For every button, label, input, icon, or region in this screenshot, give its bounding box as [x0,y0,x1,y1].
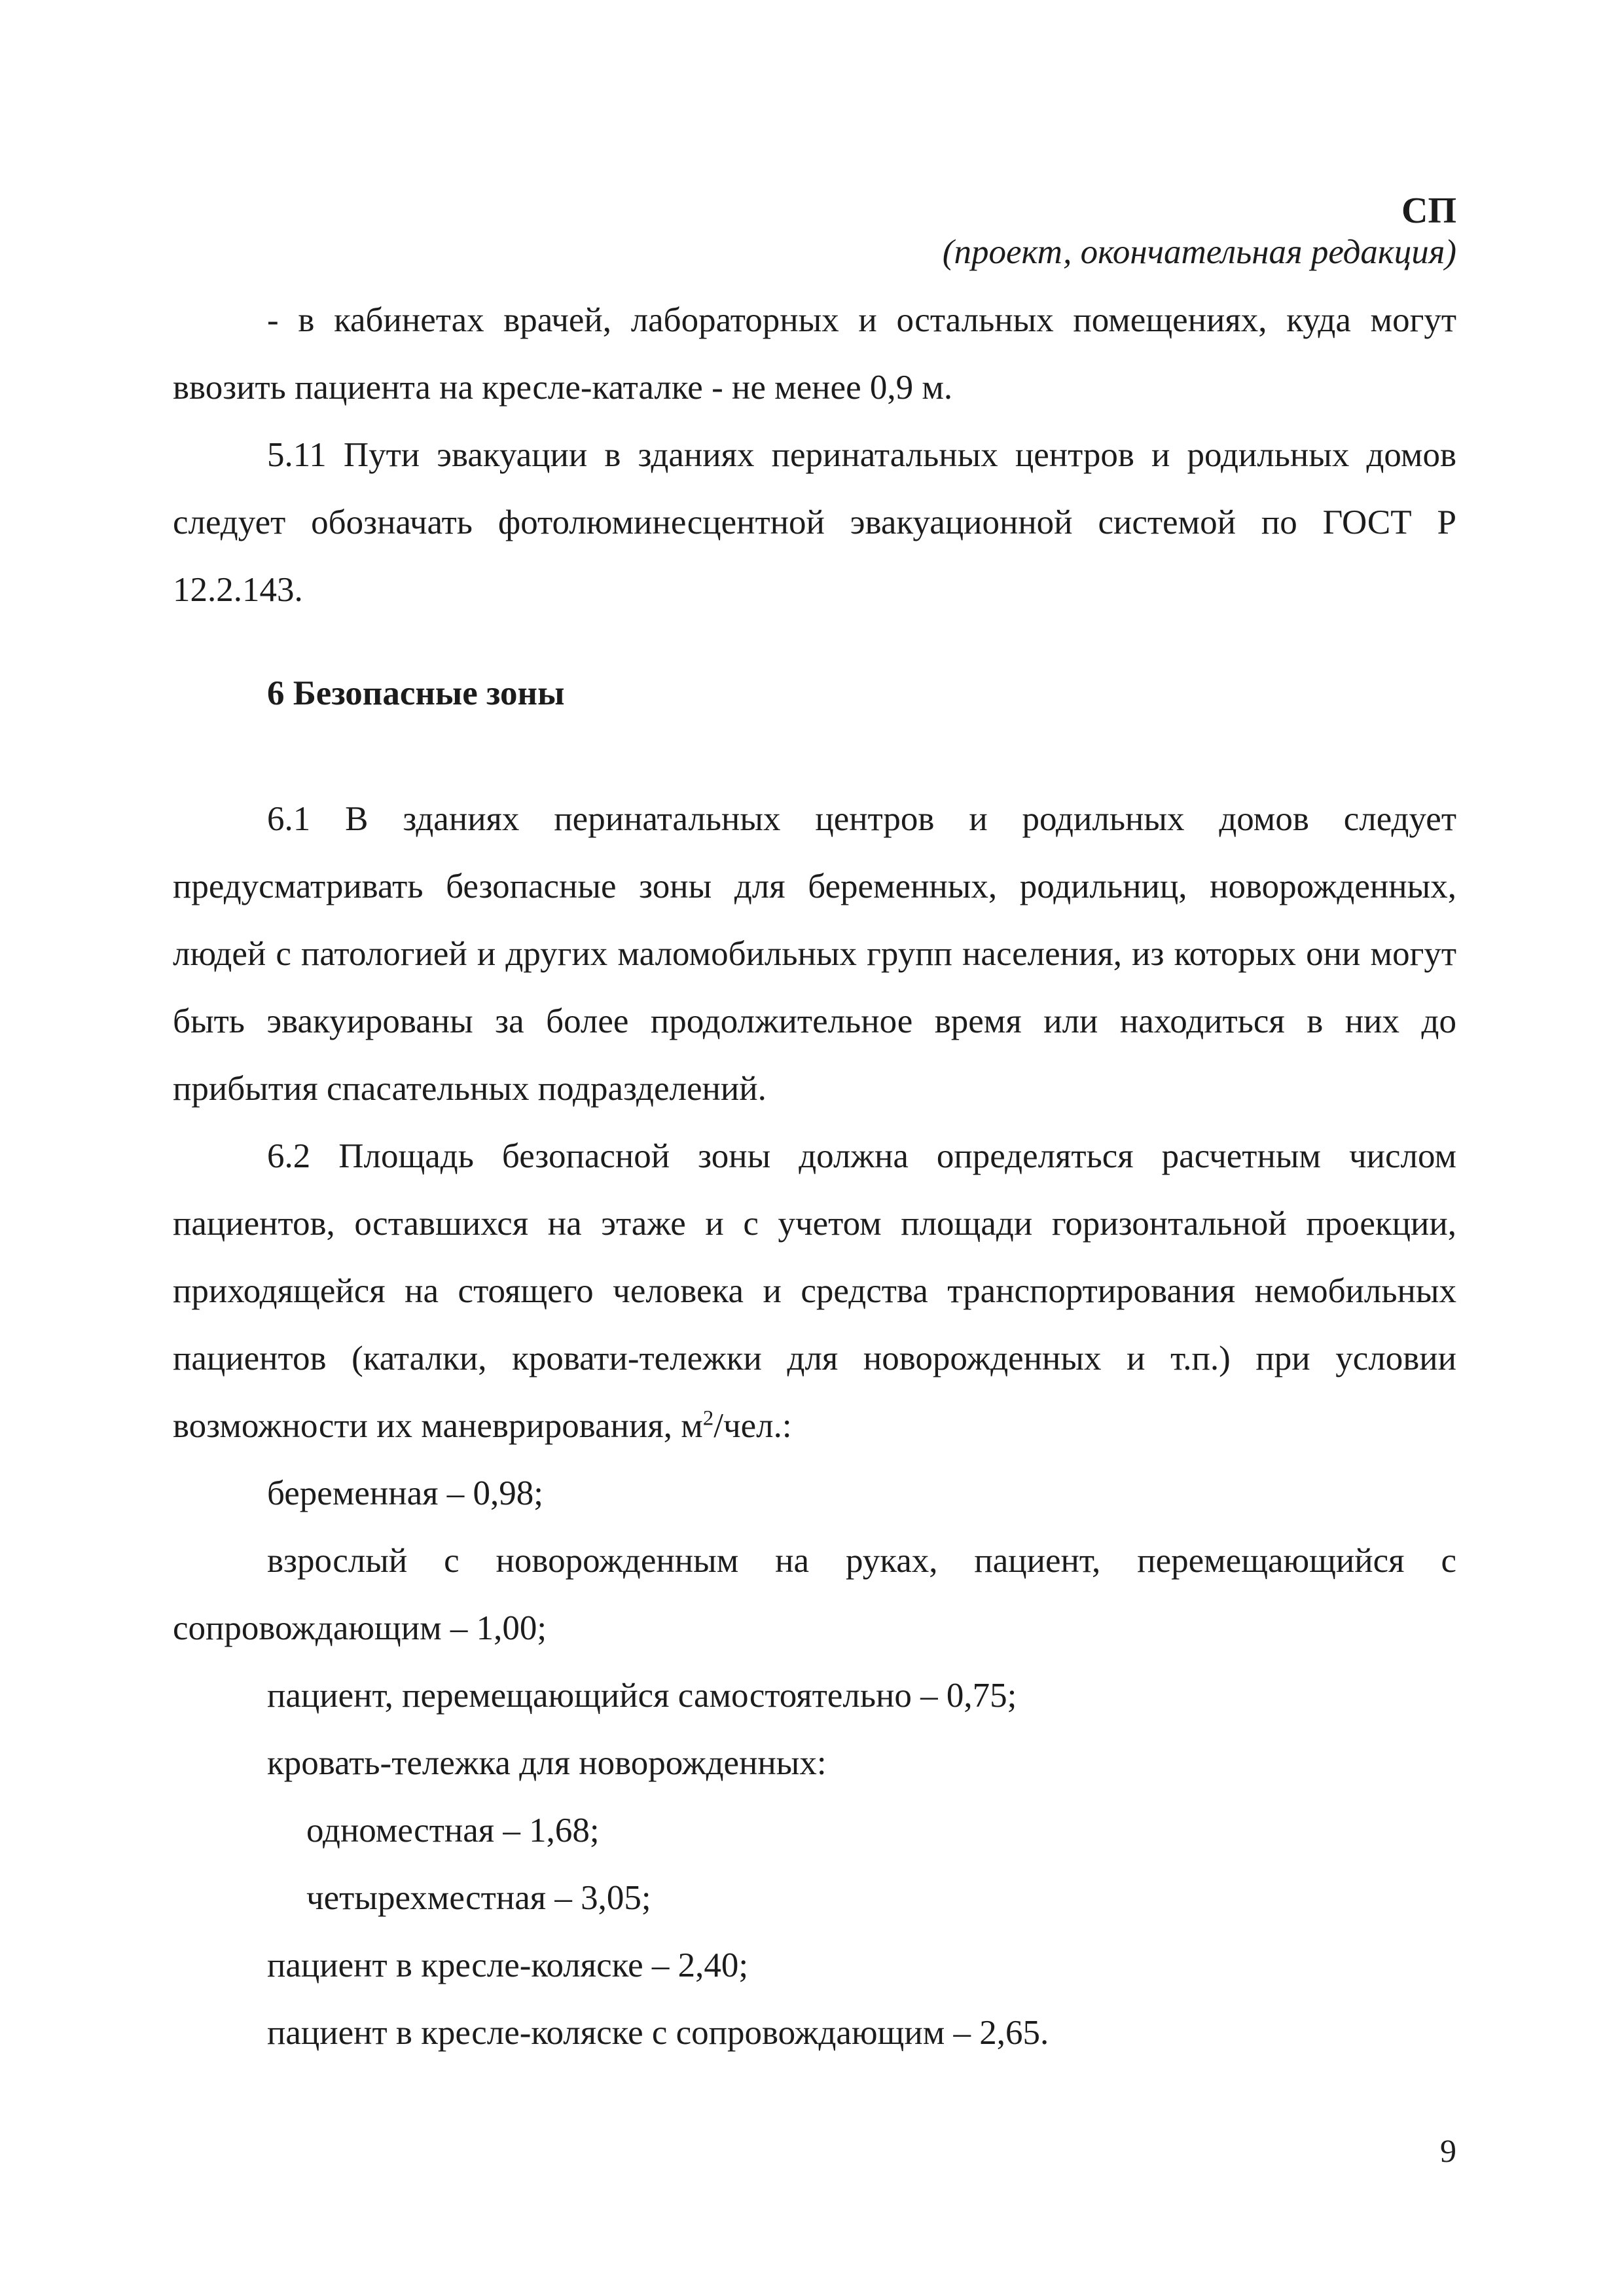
document-status: (проект, окончательная редакция) [942,233,1456,271]
section-heading-6: 6 Безопасные зоны [267,674,565,712]
list-item-wheelchair: пациент в кресле-коляске – 2,40; [267,1946,749,1984]
list-item-wheelchair-escort: пациент в кресле-коляске с сопровождающим – 2,65. [267,2014,1049,2052]
document-code: СП [1401,191,1456,231]
paragraph-6-2 [173,1123,1456,1460]
paragraph-doors: - в кабинетах врачей, лабораторных и остальных помещениях, куда могут ввозить пациента на кресле-каталке - не менее 0,9 м. [173,301,1456,407]
page-number: 9 [1440,2132,1456,2169]
list-item-bed-cart: кровать-тележка для новорожденных: [267,1744,827,1782]
list-item-pregnant: беременная – 0,98; [267,1474,543,1512]
paragraph-6-2-text: 6.2 Площадь безопасной зоны должна определяться расчетным числом пациентов, оставшихся на этаже и с учетом площади горизонтальной проекции, приходящейся на стоящего человека и средства транспортирования немобильных пациентов (каталки, кровати-тележки для новорожденных и т.п.) при условии возможности их маневрирования, м [173,1137,1456,1445]
list-item-self-moving: пациент, перемещающийся самостоятельно – 0,75; [267,1677,1017,1715]
list-item-single-bed: одноместная – 1,68; [306,1812,600,1850]
paragraph-6-2-unit: /чел.: [713,1407,792,1445]
paragraph-5-11: 5.11 Пути эвакуации в зданиях перинатальных центров и родильных домов следует обозначать фотолюминесцентной эвакуационной системой по ГОСТ Р 12.2.143. [173,436,1456,609]
list-item-adult-escort: взрослый с новорожденным на руках, пациент, перемещающийся с сопровождающим – 1,00; [173,1542,1456,1647]
list-item-four-bed: четырехместная – 3,05; [306,1879,651,1917]
paragraph-6-1: 6.1 В зданиях перинатальных центров и родильных домов следует предусматривать безопасные зоны для беременных, родильниц, новорожденных, людей с патологией и других маломобильных групп населения, из которых они могут быть эвакуированы за более продолжительное время или находиться в них до прибытия спасательных подразделений. [173,800,1456,1108]
superscript-2: 2 [702,1406,714,1430]
